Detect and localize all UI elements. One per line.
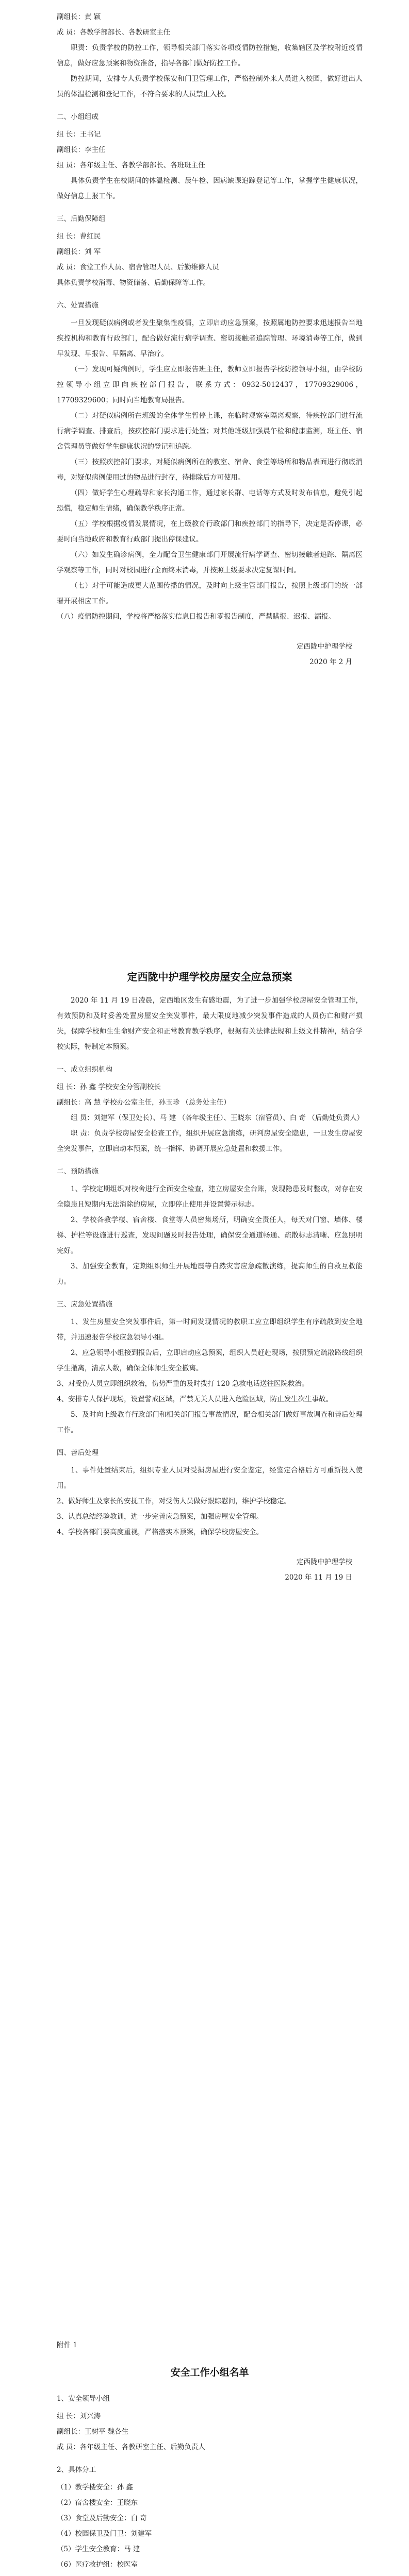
p1-paragraph: 副组长：刘 军 [57,248,101,256]
p2-paragraph: 1、事件处置结束后，组织专业人员对受损房屋进行安全鉴定，经鉴定合格后方可重新投入使用。 [57,1466,363,1490]
p1-heading: 六、处置措施 [57,301,99,310]
p2-paragraph: 5、及时向上级教育行政部门和相关部门报告事故情况，配合相关部门做好事故调查和善后处理工作。 [57,1411,363,1434]
p2-heading: 二、预防措施 [57,1167,99,1176]
p2-heading: 一、成立组织机构 [57,1065,112,1074]
p2-heading: 三、应急处置措施 [57,1300,112,1309]
p2-paragraph: 3、认真总结经验教训，进一步完善应急预案，加强房屋安全管理。 [57,1513,264,1521]
team-list-body [57,2391,363,2576]
p2-heading: 四、善后处理 [57,1449,99,1457]
housing-plan-title: 定西陇中护理学校房屋安全应急预案 [127,971,292,983]
p1-paragraph: （三）按照疾控部门要求，对疑似病例所在的教室、宿舍、食堂等场所和物品表面进行彻底消毒，对疑似病例使用过的物品进行封存，待排除后方可使用。 [57,458,363,482]
p3-paragraph: （1）教学楼安全：孙 鑫 [57,2483,133,2492]
p1-paragraph: 组 员：各年级主任、各教学部部长、各班班主任 [57,161,205,170]
p2-paragraph: 副组长：高 慧 学校办公室主任，孙玉珍 （总务处主任） [57,1098,231,1107]
p1-paragraph: 组 长：王书记 [57,130,101,139]
p1-paragraph: 成 员：各教学部部长、各教研室主任 [57,28,171,37]
p3-paragraph: （6）医疗救护组：校医室 [57,2561,138,2569]
p3-paragraph: （5）学生安全教育：马 建 [57,2545,140,2553]
p3-paragraph [57,2572,363,2576]
p1-paragraph: 组 长：曹红民 [57,232,101,241]
p2-paragraph: 4、学校各部门要高度重视，严格落实本预案，确保学校房屋安全。 [57,1528,264,1536]
epidemic-plan-section [57,9,363,957]
p2-paragraph: 2、学校各教学楼、宿舍楼、食堂等人员密集场所，明确安全责任人，每天对门窗、墙体、楼梯、护栏等设施进行巡查，发现问题及时报告处理，确保安全通道畅通、疏散标志清晰、应急照明完好。 [57,1216,363,1255]
attachment-1-label: 附件 1 [57,2341,77,2349]
p1-paragraph: 副组长：李主任 [57,146,106,154]
housing-plan-body [57,993,363,1540]
p2-paragraph: 2、做好师生及家长的安抚工作，对受伤人员做好跟踪慰问，维护学校稳定。 [57,1497,291,1505]
p1-paragraph: 防控期间，安排专人负责学校保安和门卫管理工作，严格控制外来人员进入校园，做好进出人员的体温检测和登记工作，不符合要求的人员禁止入校。 [57,75,363,98]
p1-date: 2020 年 2 月 [309,658,352,666]
p3-heading: 2、具体分工 [57,2466,96,2474]
p3-heading: 1、安全领导小组 [57,2395,110,2403]
p1-paragraph: （五）学校根据疫情发展情况，在上级教育行政部门和疾控部门的指导下，决定是否停课，必要时向当地政府和教育行政部门提出停课建议。 [57,520,363,544]
p1-school-signature: 定西陇中护理学校 [297,642,352,651]
p3-paragraph: （3）食堂及后勤安全：白 奇 [57,2514,147,2522]
p1-paragraph: （七）对于可能造成更大范围传播的情况，及时向上级主管部门报告，按照上级部门的统一部署开展相应工作。 [57,582,363,605]
p1-heading: 三、后勤保障组 [57,215,106,223]
p1-paragraph: 具体负责学校消毒、物资储备、后勤保障等工作。 [57,279,210,287]
p1-paragraph: （二）对疑似病例所在班级的全体学生暂停上课，在临时观察室隔离观察，待疾控部门进行流行病学调查、排查后，按疾控部门要求进行处置；对其他班级加强晨午检和健康监测，班主任、宿舍管理员等做好学生健康状况的登记和追踪。 [57,412,363,451]
housing-safety-plan-section [57,969,363,2318]
team-list-title: 安全工作小组名单 [170,2367,249,2378]
p1-heading: 二、小组组成 [57,113,99,121]
p2-paragraph: 职 责：负责学校房屋安全检查工作，组织开展应急演练，研判房屋安全隐患，一旦发生房屋安全突发事件，立即启动本预案，统一指挥、协调开展应急处置和救援工作。 [57,1129,363,1153]
p2-paragraph: 3、对受伤人员立即组织救治，伤势严重的及时拨打 120 急救电话送往医院救治。 [57,1380,309,1388]
p3-paragraph: 组 长：刘兴涛 [57,2412,101,2420]
p3-paragraph: （4）校园保卫及门卫：刘建军 [57,2530,152,2538]
p1-paragraph: （四）做好学生心理疏导和家长沟通工作，通过家长群、电话等方式及时发布信息，避免引起恐慌，稳定师生情绪，确保教学秩序正常。 [57,489,363,513]
p1-paragraph: （一）发现可疑病例时，学生应立即报告班主任，教师立即报告学校防控领导小组，由学校防控领导小组立即向疾控部门报告，联系方式：0932-5012437，17709329006，17709329600；同时向当地教育局报告。 [57,365,363,404]
p2-paragraph: 2、应急领导小组接到报告后，立即启动应急预案，组织人员赶赴现场，按照预定疏散路线组织学生撤离，清点人数，确保全体师生安全撤离。 [57,1349,363,1372]
p2-paragraph: 3、加强安全教育，定期组织师生开展地震等自然灾害应急疏散演练，提高师生的自救互救能力。 [57,1262,363,1286]
p2-date: 2020 年 11 月 19 日 [285,1573,352,1582]
p3-paragraph: 副组长：王树平 魏各生 [57,2428,129,2436]
p2-paragraph: 1、发生房屋安全突发事件后，第一时间发现情况的教职工应立即组织学生有序疏散到安全地带，并迅速报告学校应急领导小组。 [57,1318,363,1342]
p1-paragraph: 具体负责学生在校期间的体温检测、晨午检、因病缺课追踪登记等工作，掌握学生健康状况，做好信息上报工作。 [57,177,363,200]
p2-paragraph: 4、安排专人保护现场，设置警戒区域，严禁无关人员进入危险区域，防止发生次生事故。 [57,1395,333,1403]
p2-paragraph: 2020 年 11 月 19 日凌晨，定西地区发生有感地震，为了进一步加强学校房屋安全管理工作，有效预防和及时妥善处置房屋安全突发事件，最大限度地减少突发事件造成的人员伤亡和财产损失，保障学校师生生命财产安全和正常教育教学秩序，根据有关法律法规和上级文件精神，结合学校实际，特制定本预案。 [57,996,363,1051]
safety-team-list-section [57,2339,363,2576]
p1-paragraph: 副组长：黄 颖 [57,13,101,21]
epidemic-plan-body [57,9,363,624]
p2-paragraph: 组 员：刘建军（保卫处长）、马 建 （各年级主任）、王晓东（宿管员）、白 奇 （后勤处负责人） [71,1114,364,1122]
p1-paragraph: 一旦发现疑似病例或者发生聚集性疫情，立即启动应急预案，按照属地防控要求迅速报告当地疾控机构和教育行政部门，配合做好流行病学调查、密切接触者追踪管理、环境消毒等工作，做到早发现、早报告、早隔离、早治疗。 [57,319,363,358]
p1-paragraph: 职责：负责学校的防控工作，领导相关部门落实各项疫情防控措施，收集辖区及学校附近疫情信息，做好应急预案和物资准备，指导各部门做好防控工作。 [57,44,363,67]
p2-paragraph: 组 长：孙 鑫 学校安全分管副校长 [57,1083,161,1091]
p2-school-signature: 定西陇中护理学校 [297,1558,352,1566]
p1-paragraph: （八）疫情防控期间，学校将严格落实信息日报告和零报告制度，严禁瞒报、迟报、漏报。 [57,613,335,621]
p1-paragraph: （六）如发生确诊病例，全力配合卫生健康部门开展流行病学调查、密切接触者追踪、隔离医学观察等工作，同时对校园进行全面终末消毒，并按照上级要求决定复课时间。 [57,551,363,574]
p2-paragraph: 1、学校定期组织对校舍进行全面安全检查，建立房屋安全台账，发现隐患及时整改，对存在安全隐患且短期内无法消除的房屋，立即停止使用并设置警示标志。 [57,1185,363,1209]
p3-paragraph: 成 员：各年级主任、各教研室主任、后勤负责人 [57,2443,205,2451]
p1-paragraph: 成 员：食堂工作人员、宿舍管理人员、后勤维修人员 [57,263,219,272]
p3-paragraph: （2）宿舍楼安全：王晓东 [57,2499,138,2507]
